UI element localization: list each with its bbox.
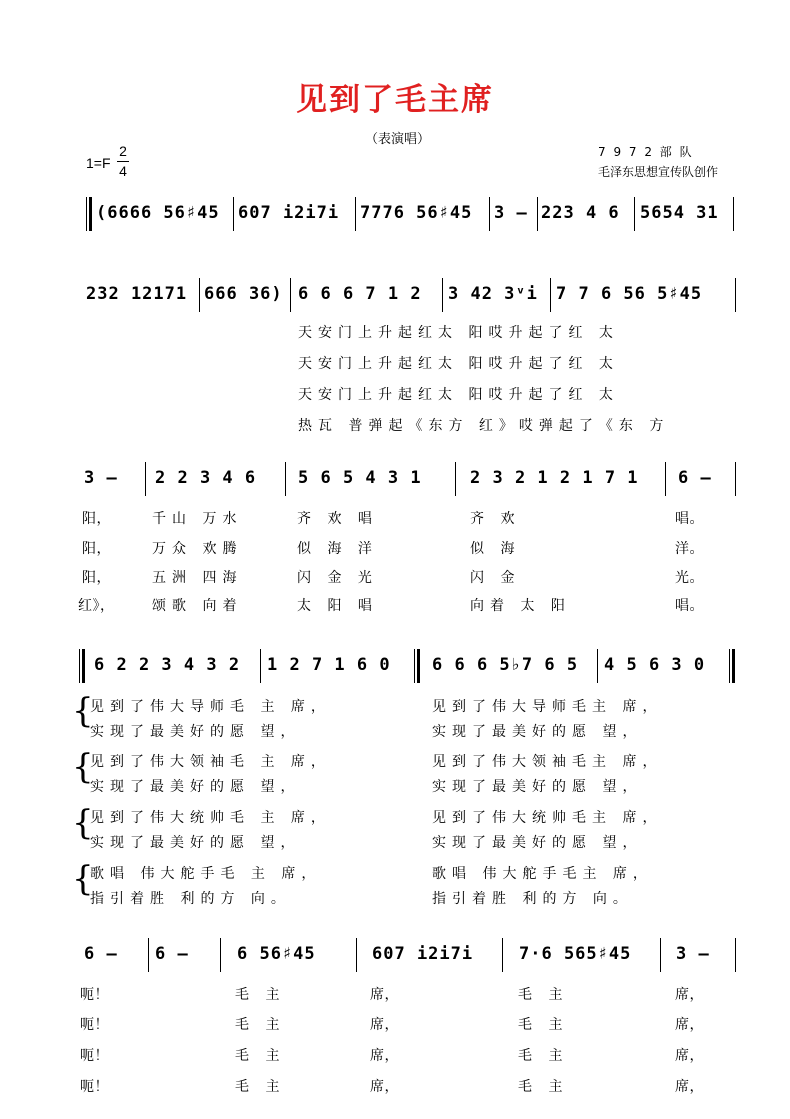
barline (660, 938, 661, 972)
verse-brace: { (72, 859, 94, 899)
measure: 3 – (84, 468, 118, 488)
song-subtitle: （表演唱） (365, 132, 431, 147)
barline (290, 278, 291, 312)
lyric-row (0, 1014, 790, 1034)
measure: 223 4 6 (541, 203, 620, 223)
lyric-row (0, 984, 790, 1004)
lyric: 太 阳 唱 (297, 598, 378, 614)
lyric-line: 热瓦 普弹起《东方 红》哎弹起了《东 方 (298, 418, 670, 434)
lyric: 阳， (82, 511, 111, 527)
staff-5 (0, 944, 790, 972)
lyric-row (0, 567, 790, 587)
lyric: 歌唱 伟大舵手毛 主 席， (90, 866, 322, 882)
lyric-row (0, 863, 790, 883)
measure: 7 7 6 56 5♯45 (556, 284, 703, 304)
lyric-row (0, 721, 790, 741)
lyric-row (0, 751, 790, 771)
lyric-row (0, 1076, 790, 1096)
lyric: 颂歌 向着 (152, 598, 243, 614)
lyric: 席， (370, 1017, 399, 1033)
lyric: 席， (675, 1048, 704, 1064)
barline (634, 197, 635, 231)
lyric: 闪 金 光 (297, 570, 378, 586)
lyric: 呃！ (80, 1048, 109, 1064)
barline (356, 938, 357, 972)
barline (220, 938, 221, 972)
barline (285, 462, 286, 496)
lyric: 毛 主 (235, 1079, 286, 1095)
lyric: 见到了伟大统帅毛 主 席， (90, 810, 331, 826)
lyric: 席， (675, 987, 704, 1003)
measure: 7·6 565♯45 (519, 944, 632, 964)
time-top: 2 (119, 143, 127, 159)
barline (455, 462, 456, 496)
lyric: 洋。 (675, 541, 704, 557)
verse-brace: { (72, 691, 94, 731)
lyric: 呃！ (80, 987, 109, 1003)
measure: 4 5 6 3 0 (604, 655, 706, 675)
lyric: 红》， (78, 598, 115, 614)
song-title: 见到了毛主席 (296, 82, 494, 118)
lyric-row (0, 807, 790, 827)
barline (502, 938, 503, 972)
lyric: 光。 (675, 570, 704, 586)
measure: 232 12171 (86, 284, 188, 304)
lyric: 席， (370, 987, 399, 1003)
barline (442, 278, 443, 312)
repeat-end-barline (729, 649, 730, 683)
barline (355, 197, 356, 231)
measure: 607 i2i7i (372, 944, 474, 964)
key-signature: 1=F (86, 155, 111, 171)
measure: 7776 56♯45 (360, 203, 473, 223)
repeat-start-barline (86, 197, 87, 231)
lyric: 阳， (82, 570, 111, 586)
lyric-row (0, 1045, 790, 1065)
time-signature (117, 142, 129, 181)
barline (199, 278, 200, 312)
lyric: 实现了最美好的愿 望， (90, 724, 301, 740)
measure: 6 6 6 7 1 2 (298, 284, 422, 304)
measure: 666 36) (204, 284, 283, 304)
lyric: 唱。 (675, 511, 704, 527)
measure: 5 6 5 4 3 1 (298, 468, 422, 488)
barline (735, 938, 736, 972)
lyric: 歌唱 伟大舵手毛主 席， (432, 866, 653, 882)
time-bottom: 4 (119, 163, 127, 179)
lyric: 席， (675, 1017, 704, 1033)
lyric: 毛 主 (518, 987, 569, 1003)
lyric: 毛 主 (235, 987, 286, 1003)
lyric: 实现了最美好的愿 望， (90, 835, 301, 851)
lyric: 呃！ (80, 1017, 109, 1033)
lyric-row (0, 832, 790, 852)
lyric: 千山 万水 (152, 511, 243, 527)
measure: 3 42 3ᵛi (448, 284, 538, 304)
lyric: 毛 主 (518, 1017, 569, 1033)
lyric: 向着 太 阳 (470, 598, 571, 614)
measure: 607 i2i7i (238, 203, 340, 223)
lyric: 万众 欢腾 (152, 541, 243, 557)
lyric: 阳， (82, 541, 111, 557)
lyric: 指引着胜 利的方 向。 (432, 891, 633, 907)
lyric: 席， (675, 1079, 704, 1095)
barline (735, 278, 736, 312)
barline (233, 197, 234, 231)
lyric: 席， (370, 1079, 399, 1095)
lyric-line: 天安门上升起红太 阳哎升起了红 太 (298, 325, 619, 341)
measure: 6 2 2 3 4 3 2 (94, 655, 241, 675)
staff-2 (0, 284, 790, 312)
lyric-line: 天安门上升起红太 阳哎升起了红 太 (298, 356, 619, 372)
lyric: 呃！ (80, 1079, 109, 1095)
measure: 3 – (494, 203, 528, 223)
credit-group: 毛泽东思想宣传队创作 (598, 165, 719, 179)
measure: 6 6 6 5♭7 6 5 (432, 655, 579, 675)
lyric: 毛 主 (518, 1048, 569, 1064)
lyric-row (0, 888, 790, 908)
lyric: 闪 金 (470, 570, 521, 586)
lyric: 见到了伟大领袖毛主 席， (432, 754, 663, 770)
lyric: 似 海 洋 (297, 541, 378, 557)
lyric: 唱。 (675, 598, 704, 614)
lyric: 齐 欢 唱 (297, 511, 378, 527)
measure: 1 2 7 1 6 0 (267, 655, 391, 675)
measure: 6 – (678, 468, 712, 488)
barline (260, 649, 261, 683)
lyric: 见到了伟大导师毛主 席， (432, 699, 663, 715)
lyric: 见到了伟大导师毛 主 席， (90, 699, 331, 715)
measure: (6666 56♯45 (96, 203, 220, 223)
measure: 6 – (84, 944, 118, 964)
measure: 6 56♯45 (237, 944, 316, 964)
lyric: 实现了最美好的愿 望， (90, 779, 301, 795)
barline (145, 462, 146, 496)
barline (550, 278, 551, 312)
staff-3 (0, 468, 790, 496)
barline (489, 197, 490, 231)
lyric-row (0, 595, 790, 615)
measure: 6 – (155, 944, 189, 964)
lyric-row (0, 538, 790, 558)
lyric: 席， (370, 1048, 399, 1064)
measure: 3 – (676, 944, 710, 964)
barline (733, 197, 734, 231)
lyric-row (0, 776, 790, 796)
lyric: 五洲 四海 (152, 570, 243, 586)
measure: 2 2 3 4 6 (155, 468, 257, 488)
barline (665, 462, 666, 496)
barline (148, 938, 149, 972)
repeat-barline (414, 649, 415, 683)
lyric-row (0, 696, 790, 716)
lyric: 毛 主 (235, 1017, 286, 1033)
lyric-row (0, 508, 790, 528)
barline (537, 197, 538, 231)
staff-1 (0, 203, 790, 231)
lyric: 见到了伟大统帅毛主 席， (432, 810, 663, 826)
lyric: 实现了最美好的愿 望， (432, 779, 643, 795)
lyric-line: 天安门上升起红太 阳哎升起了红 太 (298, 387, 619, 403)
lyric: 毛 主 (235, 1048, 286, 1064)
lyric: 见到了伟大领袖毛 主 席， (90, 754, 331, 770)
staff-4 (0, 655, 790, 683)
lyric: 齐 欢 (470, 511, 521, 527)
lyric: 实现了最美好的愿 望， (432, 724, 643, 740)
barline (735, 462, 736, 496)
lyric: 毛 主 (518, 1079, 569, 1095)
lyric: 指引着胜 利的方 向。 (90, 891, 291, 907)
repeat-start-barline (79, 649, 80, 683)
lyric: 似 海 (470, 541, 521, 557)
measure: 5654 31 (640, 203, 719, 223)
barline (597, 649, 598, 683)
measure: 2 3 2 1 2 1 7 1 (470, 468, 639, 488)
lyric: 实现了最美好的愿 望， (432, 835, 643, 851)
credit-unit: 7 9 7 2 部 队 (598, 145, 694, 159)
verse-brace: { (72, 803, 94, 843)
verse-brace: { (72, 747, 94, 787)
